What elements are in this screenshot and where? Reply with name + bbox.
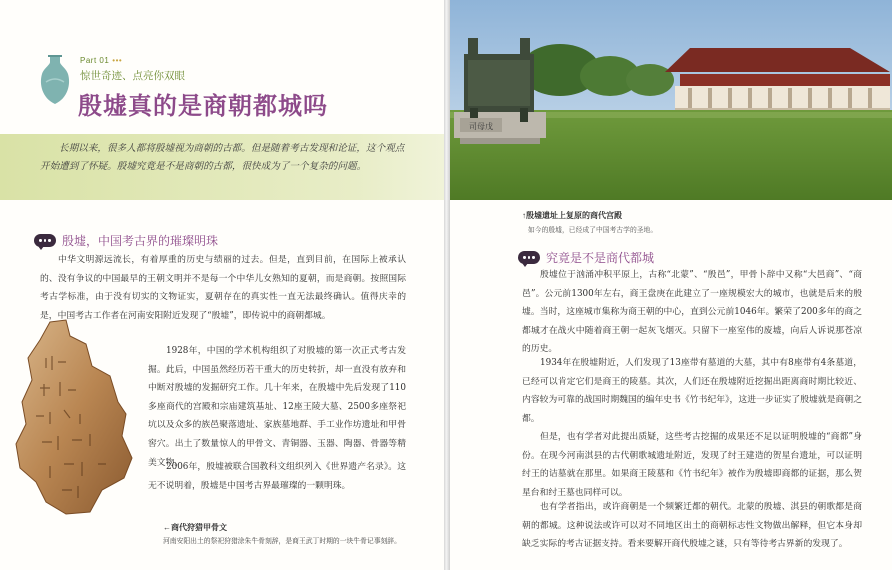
ding-nameplate: 司母戊 — [469, 122, 493, 131]
body-paragraph-2: 1928年，中国的学术机构组织了对殷墟的第一次正式考古发掘。此后，中国虽然经历若干重大的历史转折，却一直没有放弃和中断对殷墟的发掘研究工作。几十年来，在殷墟中先后发现了110多座商代的宫殿和宗庙建筑基址、12座王陵大墓、2500多座祭祀坑以及众多的族邑聚落遗址、家族墓地群、手工业作坊遗址和甲骨窖穴。出土了数量惊人的甲骨文、青铜器、玉器、陶器、骨器等精美文物。 — [148, 346, 406, 468]
section-heading-2 — [518, 249, 654, 266]
vase-icon — [38, 52, 72, 112]
speech-bubble-icon — [518, 251, 540, 264]
right-page — [450, 0, 892, 570]
part-dots: ••• — [112, 56, 123, 65]
page-title: 殷墟真的是商朝都城吗 — [78, 92, 328, 120]
photo-caption-title: ↑殷墟遗址上复原的商代宫殿 — [522, 211, 622, 220]
body-paragraph-6: 但是，也有学者对此提出质疑，这些考古挖掘的成果还不足以证明殷墟的“商都”身份。在现今河南淇县的古代朝歌城遗址附近，发现了纣王建造的贺星台遗址，可以证明纣王的诘墓就在那里。如果商王陵墓和《竹书纪年》被作为殷墟即商都的证据，那么贺星台和纣王墓也同样可以。 — [522, 432, 862, 498]
part-number: Part 01 — [80, 56, 110, 65]
speech-bubble-icon — [34, 234, 56, 247]
body-paragraph-3: 2006年，殷墟被联合国教科文组织列入《世界遗产名录》。这无不说明着，殷墟是中国考古界最璀璨的一颗明珠。 — [148, 462, 406, 491]
oracle-bone-image — [6, 318, 146, 518]
body-paragraph-1: 中华文明源远流长，有着厚重的历史与绩丽的过去。但是，直到目前，在国际上被承认的、没有争议的中国最早的王朝文明并不是每一个中华儿女熟知的夏朝，而是商朝。按照国际考古学标准，由于没有切实的文物证实，夏朝存在的真实性一直无法最终确认。值得庆幸的是，中国考古工作者在河南安阳附近发现了“殷墟”，即传说中的商朝都城。 — [40, 255, 406, 321]
left-page — [0, 0, 444, 570]
body-paragraph-5: 1934年在殷墟附近，人们发现了13座带有墓道的大墓，其中有8座带有4条墓道，已经可以肯定它们是商王的陵墓。其次，人们还在殷墟附近挖掘出距离商时期比较近、内容较为可靠的战国时期魏国的编年史书《竹书纪年》，这进一步证实了殷墟就是商朝之都。 — [522, 358, 862, 424]
part-label — [80, 56, 122, 65]
body-paragraph-7: 也有学者指出，或许商朝是一个频繁迁都的朝代。北蒙的殷墟、淇县的朝歌都是商朝的都城。这种说法或许可以对不同地区出土的商朝标志性文物做出解释，但它本身却缺乏实际的考古证据支持。看来要解开商代殷墟之谜，只有等待考古界新的发现了。 — [522, 502, 862, 550]
body-paragraph-4: 殷墟位于汹涌冲积平原上，古称“北蒙”、“殷邑”，甲骨卜辞中又称“大邑商”、“商邑”。公元前1300年左右，商王盘庚在此建立了一座规模宏大的城市，也就是后来的殷墟。当时，这座城市集称为商王朝的中心，直到公元前1046年。繁荣了200多年的商之都城才在战火中随着商王朝一起灰飞烟灭。只留下一座室伟的废墟，向后人诉说那苍凉的历史。 — [522, 270, 862, 355]
palace-photo — [450, 0, 892, 200]
bone-caption-text: 河南安阳出土的祭祀狩猎涂朱牛骨刻辞，是商王武丁时期的一块牛骨记事刻辞。 — [163, 538, 401, 545]
section-heading-1 — [34, 232, 218, 249]
photo-caption-subtitle: 如今的殷墟，已经成了中国考古学的圣地。 — [528, 227, 658, 234]
bone-caption-title: ←商代狩猎甲骨文 — [163, 523, 227, 532]
section-title-2: 究竟是不是商代都城 — [546, 251, 655, 265]
intro-paragraph: 长期以来，很多人都将殷墟视为商朝的古都。但是随着考古发现和论证，这个观点开始遭到了怀疑。殷墟究竟是不是商朝的古都，很快成为了一个复杂的问题。 — [40, 143, 405, 172]
section-title-1: 殷墟，中国考古界的璀璨明珠 — [62, 234, 219, 248]
part-subtitle: 惊世奇迹、点亮你双眼 — [80, 70, 185, 82]
